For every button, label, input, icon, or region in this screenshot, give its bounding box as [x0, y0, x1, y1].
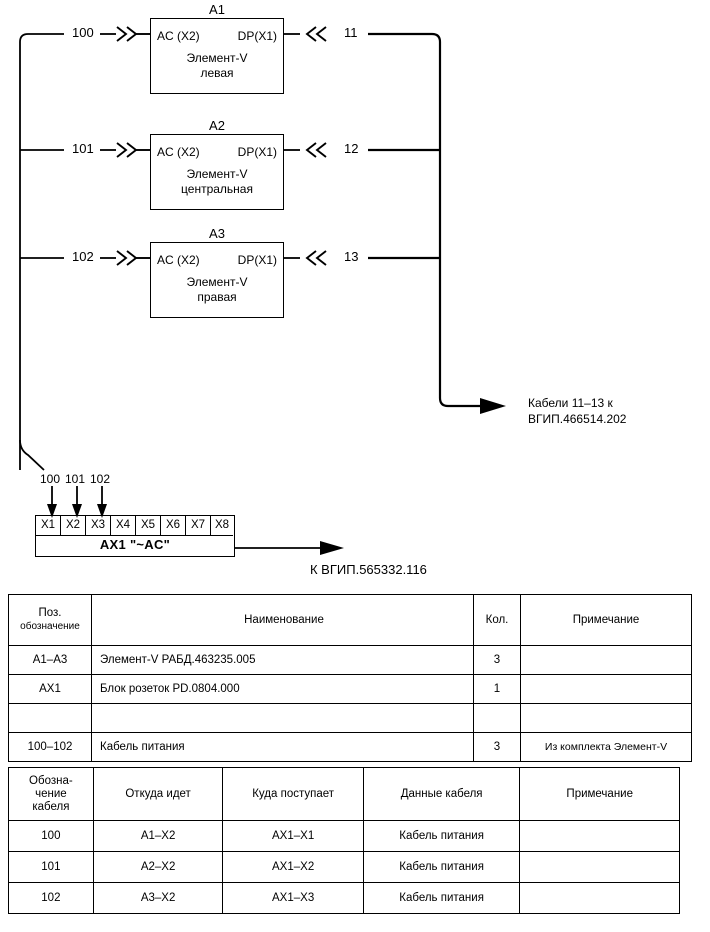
header-from: Откуда идет	[93, 768, 223, 821]
cell-cable-note	[520, 883, 680, 914]
table-row	[9, 733, 692, 762]
cell-qty: 3	[474, 733, 521, 762]
header-cable-note: Примечание	[520, 768, 680, 821]
strip-pin-x4[interactable]: X4	[111, 516, 136, 536]
cell-name: Элемент-V РАБД.463235.005	[92, 646, 474, 675]
cell-cable-note	[520, 852, 680, 883]
table-row	[9, 646, 692, 675]
cell-note: Из комплекта Элемент-V	[521, 733, 692, 762]
cell-from: A1–X2	[93, 821, 223, 852]
cell-name: Кабель питания	[92, 733, 474, 762]
cell-qty: 3	[474, 646, 521, 675]
strip-pin-x6[interactable]: X6	[161, 516, 186, 536]
block-a2-right-port: DP(X1)	[237, 145, 277, 159]
strip-pin-x2[interactable]: X2	[61, 516, 86, 536]
cell-cable-designation: 101	[9, 852, 94, 883]
cell-to: AX1–X3	[223, 883, 363, 914]
block-a2-name-line1: Элемент-V	[186, 167, 248, 181]
cell-to: AX1–X1	[223, 821, 363, 852]
cell-position: A1–A3	[9, 646, 92, 675]
header-position	[9, 595, 92, 646]
cell-qty	[474, 704, 521, 733]
cell-qty: 1	[474, 675, 521, 704]
strip-cable-label-102: 102	[90, 472, 111, 486]
cell-name: Блок розеток PD.0804.000	[92, 675, 474, 704]
cable-label-101: 101	[72, 141, 94, 156]
arrow-head-right	[480, 398, 506, 414]
strip-label: AX1 "~AC"	[99, 537, 171, 552]
header-note: Примечание	[521, 595, 692, 646]
cell-position: 100–102	[9, 733, 92, 762]
block-title-a1: A1	[209, 2, 225, 17]
block-a3[interactable]	[150, 242, 284, 318]
cell-cable-note	[520, 821, 680, 852]
specification-table	[8, 594, 692, 762]
strip-pin-x3[interactable]: X3	[86, 516, 111, 536]
cell-note	[521, 675, 692, 704]
strip-cable-label-100: 100	[40, 472, 61, 486]
block-a1[interactable]	[150, 18, 284, 94]
cell-from: A3–X2	[93, 883, 223, 914]
strip-pin-x5[interactable]: X5	[136, 516, 161, 536]
block-title-a2: A2	[209, 118, 225, 133]
strip-pin-x7[interactable]: X7	[186, 516, 211, 536]
block-a2-left-port: AC (X2)	[157, 145, 200, 159]
cell-position	[9, 704, 92, 733]
table-row	[9, 675, 692, 704]
block-title-a3: A3	[209, 226, 225, 241]
header-qty: Кол.	[474, 595, 521, 646]
cable-label-11: 11	[344, 25, 358, 40]
block-a1-left-port: AC (X2)	[157, 29, 200, 43]
header-cable-data: Данные кабеля	[363, 768, 520, 821]
cable-label-100: 100	[72, 25, 94, 40]
header-cable-designation-line1: Обозна-	[29, 774, 73, 787]
header-cable-designation	[9, 768, 94, 821]
cable-table	[8, 767, 680, 914]
table-row	[9, 704, 692, 733]
cable-label-102: 102	[72, 249, 94, 264]
strip-cable-label-101: 101	[65, 472, 86, 486]
table-row	[9, 821, 680, 852]
block-a2[interactable]	[150, 134, 284, 210]
header-cable-designation-line2: чение	[35, 787, 67, 800]
block-a3-name-line2: правая	[197, 290, 237, 304]
cell-note	[521, 646, 692, 675]
annotation-right-line2: ВГИП.466514.202	[528, 412, 627, 426]
block-a1-right-port: DP(X1)	[237, 29, 277, 43]
cell-note	[521, 704, 692, 733]
strip-pin-x1[interactable]: X1	[36, 516, 61, 536]
header-name: Наименование	[92, 595, 474, 646]
block-a3-name-line1: Элемент-V	[186, 275, 248, 289]
header-cable-designation-line3: кабеля	[32, 800, 70, 813]
table-row	[9, 852, 680, 883]
cell-from: A2–X2	[93, 852, 223, 883]
cell-cable-data: Кабель питания	[363, 821, 520, 852]
block-a3-left-port: AC (X2)	[157, 253, 200, 267]
header-position-line1: Поз.	[38, 607, 62, 619]
cell-cable-data: Кабель питания	[363, 852, 520, 883]
cell-to: AX1–X2	[223, 852, 363, 883]
strip-pin-x8[interactable]: X8	[211, 516, 233, 536]
table-header-row	[9, 768, 680, 821]
table-header-row	[9, 595, 692, 646]
cell-cable-designation: 102	[9, 883, 94, 914]
block-a1-name-line1: Элемент-V	[186, 51, 248, 65]
annotation-bottom: К ВГИП.565332.116	[310, 562, 427, 577]
annotation-right-line1: Кабели 11–13 к	[528, 396, 613, 410]
arrow-head-bottom	[320, 541, 344, 555]
cell-cable-designation: 100	[9, 821, 94, 852]
block-a3-right-port: DP(X1)	[237, 253, 277, 267]
cable-label-12: 12	[344, 141, 359, 156]
cell-name	[92, 704, 474, 733]
connector-strip-ax1[interactable]	[35, 515, 235, 557]
cell-position: AX1	[9, 675, 92, 704]
table-row	[9, 883, 680, 914]
header-to: Куда поступает	[223, 768, 363, 821]
cell-cable-data: Кабель питания	[363, 883, 520, 914]
block-a2-name-line2: центральная	[181, 182, 253, 196]
block-a1-name-line2: левая	[200, 66, 234, 80]
cable-label-13: 13	[344, 249, 359, 264]
header-position-line2: обозначение	[20, 621, 80, 632]
